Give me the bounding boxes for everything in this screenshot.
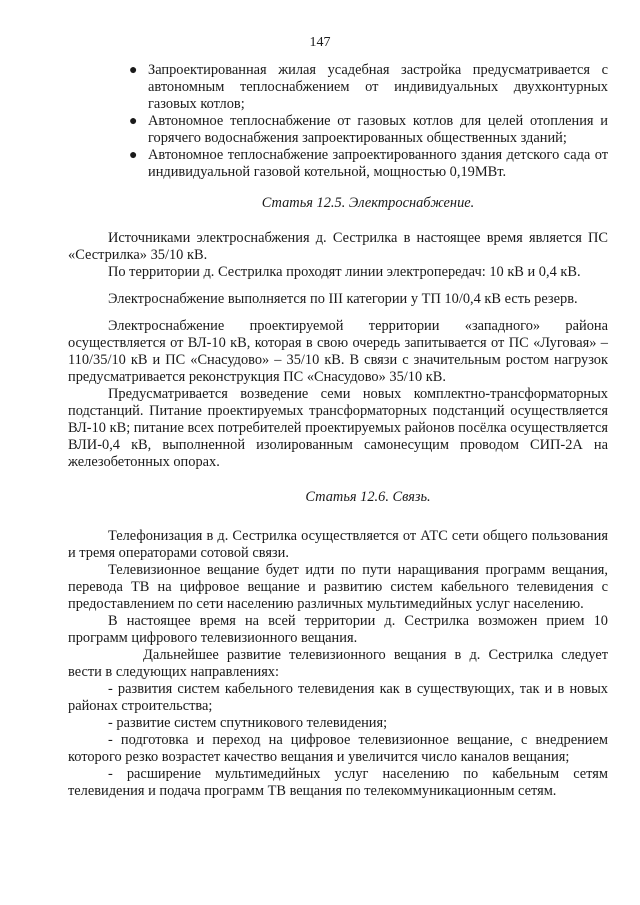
- paragraph: Телефонизация в д. Сестрилка осуществляется от АТС сети общего пользования и тремя операторами сотовой связи.: [68, 528, 608, 561]
- paragraph: Электроснабжение выполняется по III категории у ТП 10/0,4 кВ есть резерв.: [108, 291, 578, 307]
- page-number: 147: [309, 35, 331, 50]
- paragraph: Дальнейшее развитие телевизионного вещания в д. Сестрилка следует вести в следующих направлениях:: [68, 647, 608, 680]
- list-item: - расширение мультимедийных услуг населению по кабельным сетям телевидения и подача программ ТВ вещания по телекоммуникационным сетям.: [68, 766, 608, 799]
- list-item: - подготовка и переход на цифровое телевизионное вещание, с внедрением которого резко возрастет качество вещания и увеличится число каналов вещания;: [68, 732, 608, 765]
- bullet-item: [68, 62, 608, 113]
- bullet-icon: ●: [129, 63, 138, 78]
- heating-bullet-list: [68, 62, 608, 181]
- bullet-item: [68, 147, 608, 181]
- paragraph: Предусматривается возведение семи новых комплектно-трансформаторных подстанций. Питание проектируемых трансформаторных подстанций осуществляется ВЛ-10 кВ; питание всех потребителей проектируемых районов посёлка осуществляется ВЛИ-0,4 кВ, выполненной изолированным самонесущим проводом СИП-2А на железобетонных опорах.: [68, 386, 608, 470]
- bullet-item: [68, 113, 608, 147]
- paragraph: Электроснабжение проектируемой территории «западного» района осуществляется от ВЛ-10 кВ, которая в свою очередь запитывается от ПС «Луговая» –110/35/10 кВ и ПС «Снасудово» – 35/10 кВ. В связи с значительным ростом нагрузок предусматривается реконструкция ПС «Снасудово» 35/10 кВ.: [68, 318, 608, 385]
- bullet-text: Автономное теплоснабжение запроектированного здания детского сада от индивидуальной газовой котельной, мощностью 0,19МВт.: [148, 147, 608, 180]
- paragraph: Источниками электроснабжения д. Сестрилка в настоящее время является ПС «Сестрилка» 35/10 кВ.: [68, 230, 608, 263]
- bullet-icon: ●: [129, 148, 138, 163]
- paragraph: По территории д. Сестрилка проходят линии электропередач: 10 кВ и 0,4 кВ.: [108, 264, 581, 280]
- list-item: - развития систем кабельного телевидения как в существующих, так и в новых районах строительства;: [68, 681, 608, 714]
- list-item: - развитие систем спутникового телевидения;: [108, 715, 388, 731]
- section-heading-electricity: Статья 12.5. Электроснабжение.: [261, 195, 475, 211]
- bullet-icon: ●: [129, 114, 138, 129]
- paragraph: В настоящее время на всей территории д. Сестрилка возможен прием 10 программ цифрового телевизионного вещания.: [68, 613, 608, 646]
- paragraph: Телевизионное вещание будет идти по пути наращивания программ вещания, перевода ТВ на цифровое вещание и развитию систем кабельного телевидения с предоставлением по сети населению различных мультимедийных услуг населению.: [68, 562, 608, 612]
- bullet-text: Запроектированная жилая усадебная застройка предусматривается с автономным теплоснабжением от индивидуальных двухконтурных газовых котлов;: [148, 62, 608, 112]
- bullet-text: Автономное теплоснабжение от газовых котлов для целей отопления и горячего водоснабжения запроектированных общественных зданий;: [148, 113, 608, 146]
- section-heading-communication: Статья 12.6. Связь.: [305, 489, 431, 505]
- page-content: [68, 62, 608, 800]
